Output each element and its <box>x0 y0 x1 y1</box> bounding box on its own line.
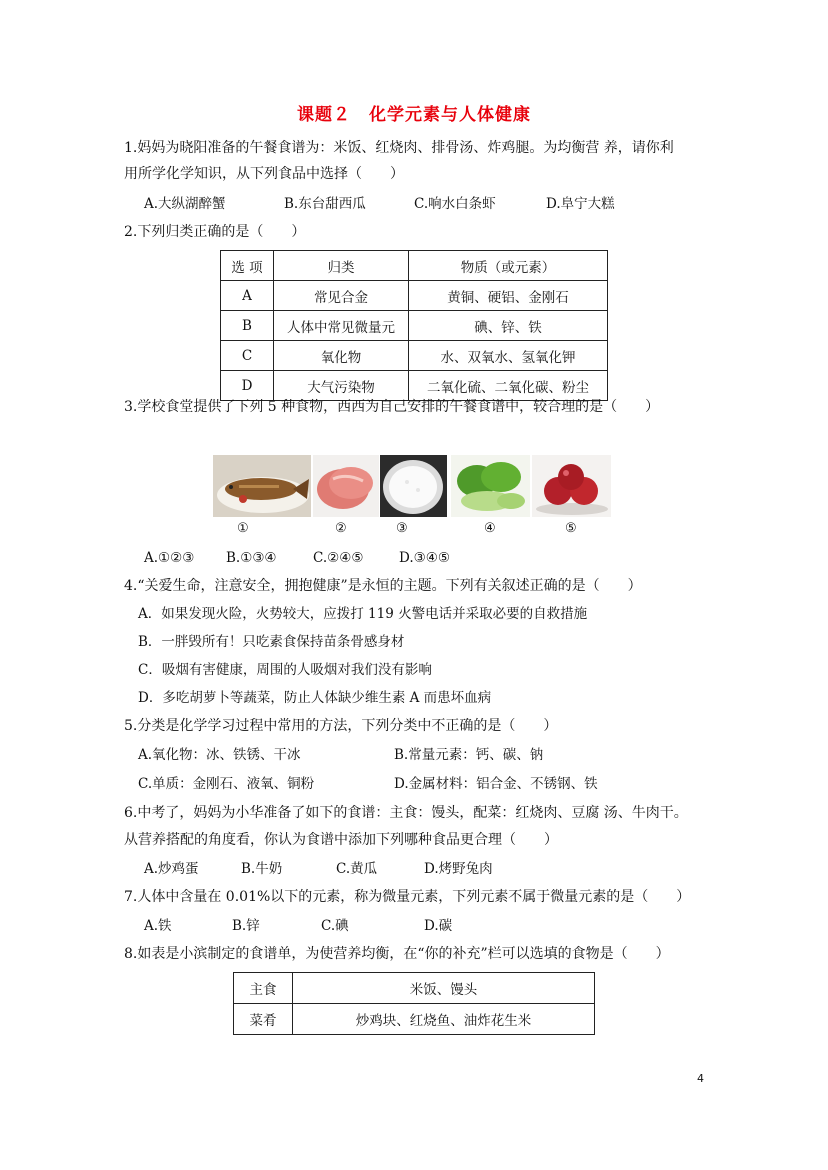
q4-option-a: A．如果发现火险，火势较大，应拨打 119 火警电话并采取必要的自救措施 <box>138 606 588 622</box>
q5-option-c: C.单质：金刚石、液氧、铜粉 <box>138 776 315 792</box>
table-cell: 炒鸡块、红烧鱼、油炸花生米 <box>293 1004 595 1035</box>
q7-stem: 7.人体中含量在 0.01%以下的元素，称为微量元素，下列元素不属于微量元素的是（ ） <box>124 889 691 905</box>
table-row <box>221 341 608 371</box>
image-caption-5: ⑤ <box>565 521 577 536</box>
q6-option-d: D.烤野兔肉 <box>424 861 493 877</box>
q1-stem-line2: 用所学化学知识，从下列食品中选择（ ） <box>124 166 404 182</box>
table-row <box>234 973 595 1004</box>
table-cell: A <box>221 281 274 311</box>
bok-choy-image <box>451 455 530 517</box>
q7-option-c: C.碘 <box>321 918 349 934</box>
q1-option-c: C.响水白条虾 <box>414 196 496 212</box>
table-cell: 常见合金 <box>274 281 409 311</box>
page-title: 课题２ 化学元素与人体健康 <box>297 105 531 125</box>
table-row <box>221 311 608 341</box>
q6-option-a: A.炒鸡蛋 <box>144 861 199 877</box>
page-number: 4 <box>697 1072 704 1085</box>
q2-table <box>220 250 608 401</box>
table-cell: 菜肴 <box>234 1004 293 1035</box>
apples-image <box>532 455 611 517</box>
q3-stem: 3.学校食堂提供了下列 5 种食物，西西为自己安排的午餐食谱中，较合理的是（ ） <box>124 399 660 415</box>
table-cell: 大气污染物 <box>274 371 409 401</box>
table-cell: 主食 <box>234 973 293 1004</box>
table-cell: C <box>221 341 274 371</box>
fish-dish-image <box>213 455 311 517</box>
table-cell: 人体中常见微量元 <box>274 311 409 341</box>
q6-option-c: C.黄瓜 <box>336 861 378 877</box>
table-cell: 碘、锌、铁 <box>409 311 608 341</box>
q1-option-b: B.东台甜西瓜 <box>284 196 366 212</box>
table-header-cell: 物质（或元素） <box>409 251 608 281</box>
q7-option-b: B.锌 <box>232 918 260 934</box>
q5-stem: 5.分类是化学学习过程中常用的方法，下列分类中不正确的是（ ） <box>124 718 558 734</box>
table-cell: 氧化物 <box>274 341 409 371</box>
table-header-row <box>221 251 608 281</box>
raw-meat-image <box>313 455 379 517</box>
table-row <box>221 281 608 311</box>
table-cell: 水、双氧水、氢氧化钾 <box>409 341 608 371</box>
q5-option-b: B.常量元素：钙、碳、钠 <box>394 747 544 763</box>
q4-option-d: D．多吃胡萝卜等蔬菜，防止人体缺少维生素 A 而患坏血病 <box>138 690 492 706</box>
q5-option-a: A.氧化物：冰、铁锈、干冰 <box>138 747 301 763</box>
q2-stem: 2.下列归类正确的是（ ） <box>124 224 306 240</box>
q3-option-a: A.①②③ <box>144 550 195 566</box>
table-cell: B <box>221 311 274 341</box>
q3-option-c: C.②④⑤ <box>313 550 364 566</box>
table-cell: 二氧化硫、二氧化碳、粉尘 <box>409 371 608 401</box>
q3-option-d: D.③④⑤ <box>399 550 450 566</box>
q4-option-b: B．一胖毁所有！只吃素食保持苗条骨感身材 <box>138 634 405 650</box>
table-cell: 米饭、馒头 <box>293 973 595 1004</box>
table-cell: D <box>221 371 274 401</box>
q4-stem: 4.“关爱生命，注意安全，拥抱健康”是永恒的主题。下列有关叙述正确的是（ ） <box>124 578 642 594</box>
table-row <box>234 1004 595 1035</box>
image-caption-2: ② <box>335 521 347 536</box>
rice-image <box>380 455 447 517</box>
q3-option-b: B.①③④ <box>226 550 277 566</box>
q7-option-d: D.碳 <box>424 918 453 934</box>
table-row <box>221 371 608 401</box>
q6-stem-line1: 6.中考了，妈妈为小华准备了如下的食谱：主食：馒头，配菜：红烧肉、豆腐 汤、牛肉干。 <box>124 805 688 821</box>
q4-option-c: C．吸烟有害健康，周围的人吸烟对我们没有影响 <box>138 662 432 678</box>
image-caption-4: ④ <box>484 521 496 536</box>
q6-stem-line2: 从营养搭配的角度看，你认为食谱中添加下列哪种食品更合理（ ） <box>124 832 558 848</box>
table-header-cell: 归类 <box>274 251 409 281</box>
q1-option-a: A.大纵湖醉蟹 <box>144 196 226 212</box>
image-caption-1: ① <box>237 521 249 536</box>
table-header-cell: 选 项 <box>221 251 274 281</box>
image-caption-3: ③ <box>396 521 408 536</box>
q1-option-d: D.阜宁大糕 <box>546 196 615 212</box>
q1-stem-line1: 1.妈妈为晓阳准备的午餐食谱为：米饭、红烧肉、排骨汤、炸鸡腿。为均衡营 养，请你利 <box>124 140 674 156</box>
q8-stem: 8.如表是小滨制定的食谱单，为使营养均衡，在“你的补充”栏可以选填的食物是（ ） <box>124 946 670 962</box>
q6-option-b: B.牛奶 <box>241 861 283 877</box>
q7-option-a: A.铁 <box>144 918 172 934</box>
q8-table <box>233 972 595 1035</box>
q5-option-d: D.金属材料：铝合金、不锈钢、铁 <box>394 776 598 792</box>
table-cell: 黄铜、硬铝、金刚石 <box>409 281 608 311</box>
